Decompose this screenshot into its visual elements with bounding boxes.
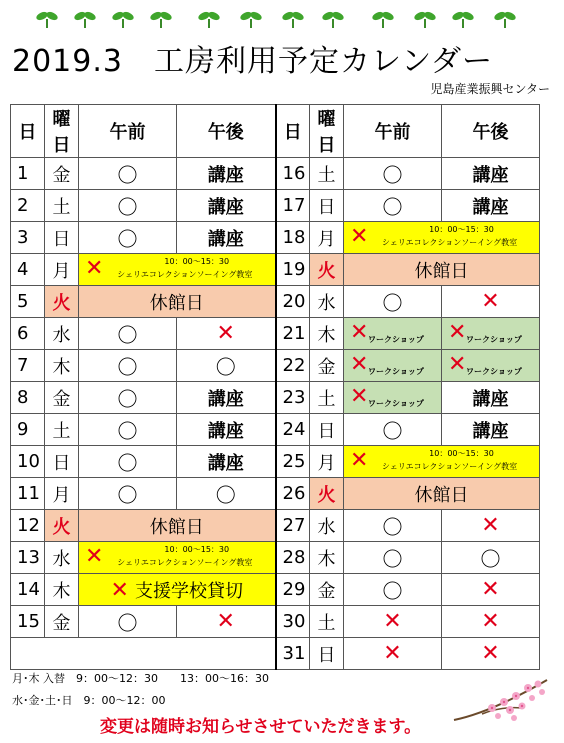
weekday: 金 — [45, 606, 79, 638]
weekday: 土 — [45, 190, 79, 222]
day-number: 21 — [276, 318, 310, 350]
change-notice: 変更は随時お知らせさせていただきます。 — [100, 717, 422, 737]
empty-cell — [11, 638, 276, 670]
table-row — [11, 190, 540, 222]
table-row — [11, 222, 540, 254]
header-weekday: 曜日 — [310, 105, 344, 158]
weekday: 水 — [45, 542, 79, 574]
am-status: 〇 — [344, 414, 442, 446]
event-name: シェリエコレクションソーイング教室 — [117, 270, 253, 279]
am-status: 〇 — [344, 190, 442, 222]
event-name: シェリエコレクションソーイング教室 — [381, 462, 518, 471]
weekday: 水 — [45, 318, 79, 350]
workshop-cell — [442, 318, 540, 350]
table-row — [11, 254, 540, 286]
am-status: 〇 — [79, 222, 177, 254]
day-number: 30 — [276, 606, 310, 638]
pm-status — [442, 606, 540, 638]
am-status: 〇 — [344, 286, 442, 318]
support-label: 支援学校貸切 — [134, 580, 243, 602]
pm-status: 〇 — [442, 542, 540, 574]
am-status: 〇 — [79, 190, 177, 222]
day-number: 28 — [276, 542, 310, 574]
day-number: 10 — [11, 446, 45, 478]
cherry-blossom-illustration — [452, 672, 552, 732]
workshop-cell — [344, 382, 442, 414]
am-status: 〇 — [79, 446, 177, 478]
table-row — [11, 542, 540, 574]
table-row — [11, 350, 540, 382]
table-row — [11, 382, 540, 414]
weekday: 月 — [45, 478, 79, 510]
x-mark-icon: ✕ — [85, 256, 104, 281]
day-number: 14 — [11, 574, 45, 606]
sprout-decoration — [0, 6, 564, 32]
pm-status: 講座 — [177, 158, 276, 190]
pm-status — [442, 286, 540, 318]
table-row — [11, 414, 540, 446]
weekday: 月 — [310, 446, 344, 478]
day-number: 12 — [11, 510, 45, 542]
weekday: 日 — [310, 414, 344, 446]
weekday: 金 — [45, 382, 79, 414]
pm-status: 講座 — [177, 222, 276, 254]
table-row — [11, 606, 540, 638]
am-status: 〇 — [79, 606, 177, 638]
header-pm: 午後 — [442, 105, 540, 158]
closed-label: 休館日 — [79, 286, 276, 318]
am-status: 〇 — [344, 158, 442, 190]
x-mark-icon: ✕ — [216, 320, 235, 346]
day-number: 7 — [11, 350, 45, 382]
event-name: シェリエコレクションソーイング教室 — [117, 558, 253, 567]
pm-status — [177, 606, 276, 638]
pm-status — [442, 638, 540, 670]
day-number: 27 — [276, 510, 310, 542]
day-number: 5 — [11, 286, 45, 318]
pm-status: 講座 — [442, 414, 540, 446]
sewing-class-event — [79, 542, 276, 574]
weekday: 金 — [310, 574, 344, 606]
am-status: 〇 — [344, 574, 442, 606]
day-number: 20 — [276, 286, 310, 318]
weekday: 日 — [310, 638, 344, 670]
pm-status: 〇 — [177, 350, 276, 382]
day-number: 23 — [276, 382, 310, 414]
day-number: 11 — [11, 478, 45, 510]
header-am: 午前 — [344, 105, 442, 158]
header-row — [11, 105, 540, 158]
weekday: 土 — [310, 382, 344, 414]
header-weekday: 曜日 — [45, 105, 79, 158]
weekday: 日 — [45, 446, 79, 478]
x-mark-icon: ✕ — [481, 512, 500, 538]
table-row — [11, 574, 540, 606]
x-mark-icon: ✕ — [350, 224, 369, 249]
table-row — [11, 638, 540, 670]
x-mark-icon: ✕ — [350, 384, 369, 409]
day-number: 22 — [276, 350, 310, 382]
table-row — [11, 158, 540, 190]
workshop-label: ワークショップ — [368, 399, 424, 408]
page-title: 2019.3 工房利用予定カレンダー — [12, 44, 494, 79]
am-status: 〇 — [79, 478, 177, 510]
weekday: 火 — [310, 478, 344, 510]
am-status: 〇 — [79, 414, 177, 446]
weekday: 水 — [310, 510, 344, 542]
weekday: 日 — [310, 190, 344, 222]
weekday: 金 — [45, 158, 79, 190]
day-number: 29 — [276, 574, 310, 606]
weekday: 火 — [45, 510, 79, 542]
closed-label: 休館日 — [344, 478, 540, 510]
am-status: 〇 — [79, 158, 177, 190]
pm-status: 講座 — [442, 190, 540, 222]
weekday: 土 — [310, 606, 344, 638]
sewing-class-event — [344, 446, 540, 478]
day-number: 26 — [276, 478, 310, 510]
pm-status: 講座 — [177, 446, 276, 478]
am-status — [344, 606, 442, 638]
weekday: 木 — [45, 350, 79, 382]
workshop-cell — [344, 318, 442, 350]
pm-status — [177, 318, 276, 350]
x-mark-icon: ✕ — [383, 608, 402, 634]
hours-weekday: 月･木 入替 9：00～12：30 13：00～16：30 — [12, 672, 269, 685]
day-number: 3 — [11, 222, 45, 254]
table-row — [11, 318, 540, 350]
weekday: 金 — [310, 350, 344, 382]
hours-weekend: 水･金･土･日 9：00～12：00 — [12, 694, 166, 707]
organization-name: 児島産業振興センター — [430, 82, 550, 96]
table-row — [11, 286, 540, 318]
weekday: 火 — [310, 254, 344, 286]
day-number: 9 — [11, 414, 45, 446]
am-status: 〇 — [79, 382, 177, 414]
x-mark-icon: ✕ — [85, 544, 104, 569]
event-time: 10：00～15：30 — [164, 257, 230, 266]
closed-label: 休館日 — [344, 254, 540, 286]
header-am: 午前 — [79, 105, 177, 158]
day-number: 18 — [276, 222, 310, 254]
day-number: 1 — [11, 158, 45, 190]
table-row — [11, 478, 540, 510]
header-pm: 午後 — [177, 105, 276, 158]
x-mark-icon: ✕ — [383, 640, 402, 666]
workshop-cell — [344, 350, 442, 382]
table-row — [11, 446, 540, 478]
day-number: 19 — [276, 254, 310, 286]
x-mark-icon: ✕ — [350, 320, 369, 345]
day-number: 17 — [276, 190, 310, 222]
weekday: 木 — [310, 542, 344, 574]
weekday: 月 — [310, 222, 344, 254]
day-number: 15 — [11, 606, 45, 638]
day-number: 25 — [276, 446, 310, 478]
am-status: 〇 — [344, 510, 442, 542]
weekday: 土 — [45, 414, 79, 446]
sewing-class-event — [344, 222, 540, 254]
day-number: 8 — [11, 382, 45, 414]
pm-status: 講座 — [177, 190, 276, 222]
event-time: 10：00～15：30 — [429, 225, 494, 234]
am-status — [344, 638, 442, 670]
pm-status: 講座 — [177, 414, 276, 446]
weekday: 木 — [310, 318, 344, 350]
pm-status — [442, 574, 540, 606]
weekday: 火 — [45, 286, 79, 318]
table-row — [11, 510, 540, 542]
day-number: 2 — [11, 190, 45, 222]
weekday: 土 — [310, 158, 344, 190]
day-number: 4 — [11, 254, 45, 286]
header-day: 日 — [276, 105, 310, 158]
workshop-cell — [442, 350, 540, 382]
workshop-label: ワークショップ — [466, 367, 522, 376]
workshop-label: ワークショップ — [466, 335, 522, 344]
day-number: 31 — [276, 638, 310, 670]
weekday: 木 — [45, 574, 79, 606]
header-day: 日 — [11, 105, 45, 158]
x-mark-icon: ✕ — [481, 640, 500, 666]
pm-status: 講座 — [177, 382, 276, 414]
x-mark-icon: ✕ — [110, 577, 129, 603]
day-number: 6 — [11, 318, 45, 350]
event-time: 10：00～15：30 — [164, 545, 230, 554]
weekday: 日 — [45, 222, 79, 254]
am-status: 〇 — [79, 318, 177, 350]
x-mark-icon: ✕ — [350, 448, 369, 473]
x-mark-icon: ✕ — [350, 352, 369, 377]
weekday: 水 — [310, 286, 344, 318]
x-mark-icon: ✕ — [481, 576, 500, 602]
weekday: 月 — [45, 254, 79, 286]
am-status: 〇 — [79, 350, 177, 382]
x-mark-icon: ✕ — [448, 352, 467, 377]
am-status: 〇 — [344, 542, 442, 574]
day-number: 13 — [11, 542, 45, 574]
x-mark-icon: ✕ — [216, 608, 235, 634]
event-time: 10：00～15：30 — [429, 449, 494, 458]
school-reservation — [79, 574, 276, 606]
event-name: シェリエコレクションソーイング教室 — [381, 238, 518, 247]
calendar-table — [10, 104, 540, 670]
x-mark-icon: ✕ — [481, 288, 500, 314]
sewing-class-event — [79, 254, 276, 286]
pm-status: 〇 — [177, 478, 276, 510]
day-number: 16 — [276, 158, 310, 190]
pm-status — [442, 510, 540, 542]
day-number: 24 — [276, 414, 310, 446]
pm-status: 講座 — [442, 382, 540, 414]
x-mark-icon: ✕ — [448, 320, 467, 345]
workshop-label: ワークショップ — [368, 335, 424, 344]
closed-label: 休館日 — [79, 510, 276, 542]
x-mark-icon: ✕ — [481, 608, 500, 634]
workshop-label: ワークショップ — [368, 367, 424, 376]
pm-status: 講座 — [442, 158, 540, 190]
